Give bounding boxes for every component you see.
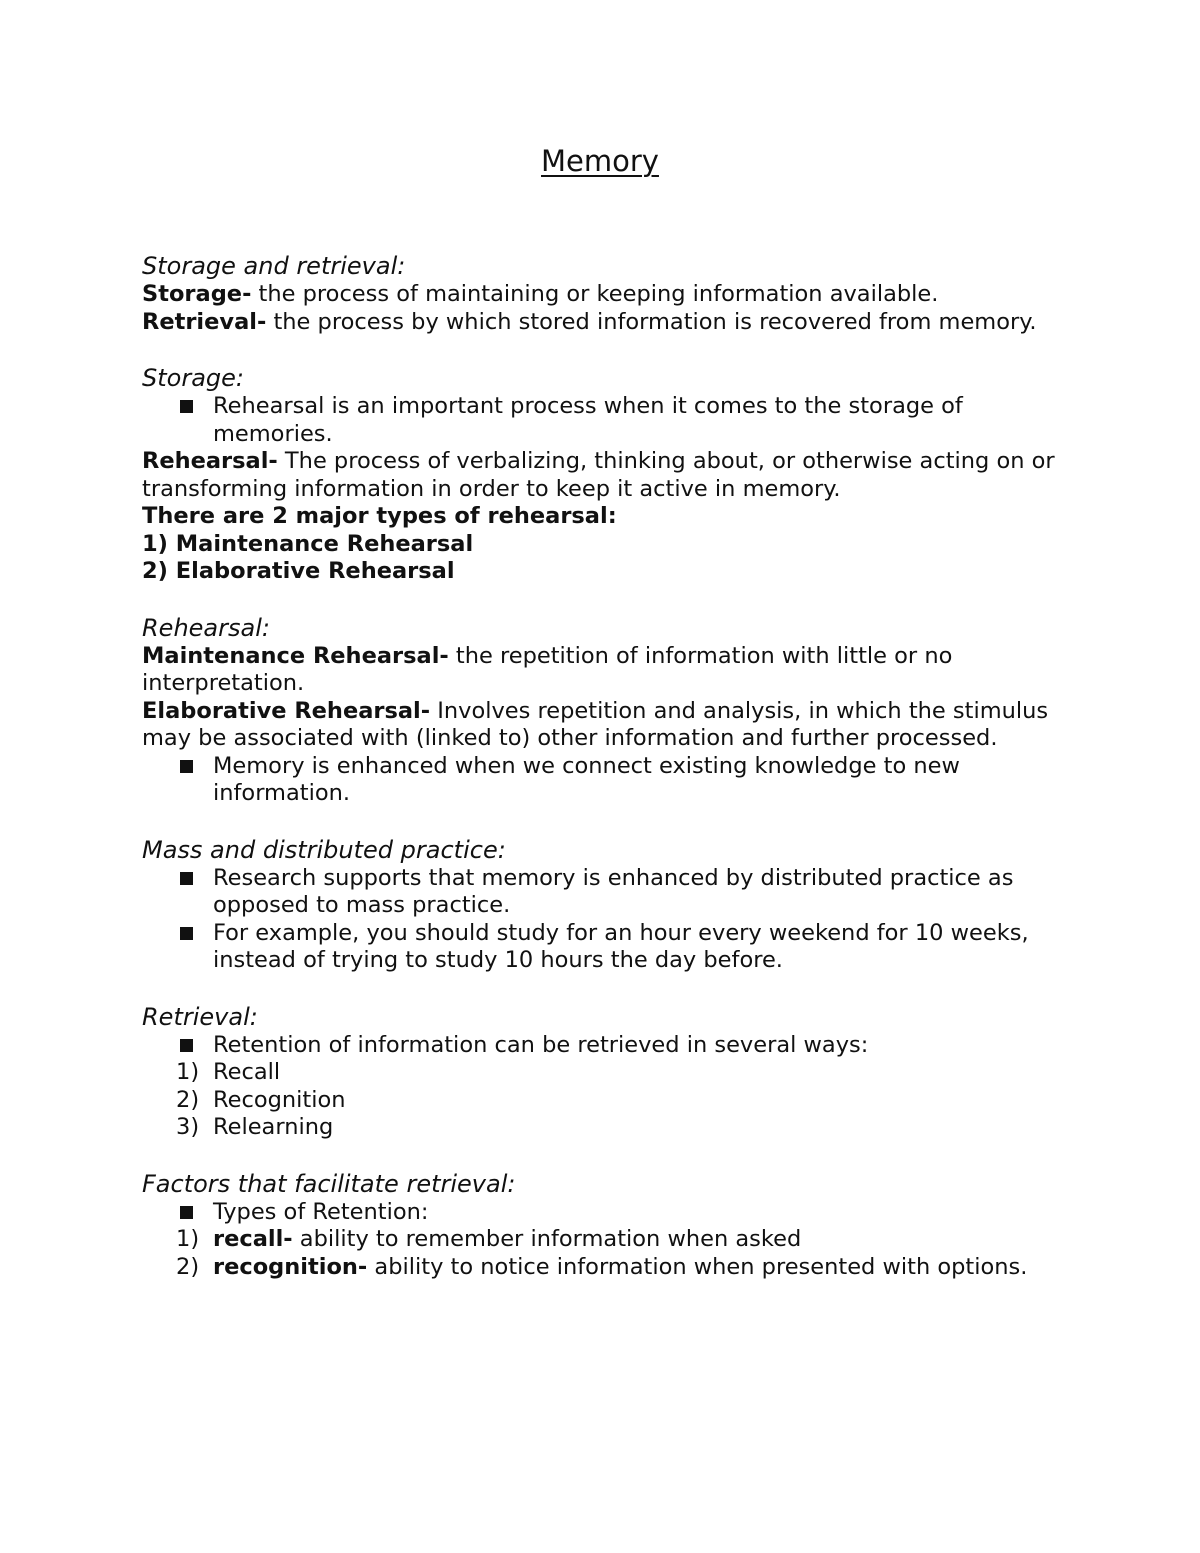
square-bullet-icon: [180, 927, 193, 940]
term-elaborative-rehearsal: Elaborative Rehearsal-: [142, 697, 431, 724]
bullet-item: [142, 753, 1072, 808]
bullet-text: Memory is enhanced when we connect existing knowledge to new information.: [213, 752, 960, 806]
item-number: 3): [176, 1114, 200, 1140]
numbered-item: [142, 1226, 1072, 1254]
term-retrieval: Retrieval-: [142, 308, 267, 335]
definition-rehearsal: [142, 448, 1072, 503]
term-maintenance-rehearsal: Maintenance Rehearsal-: [142, 642, 449, 669]
section-heading-storage: Storage:: [142, 364, 244, 392]
definition-storage: [142, 281, 1072, 309]
bullet-item: [142, 1032, 1072, 1060]
square-bullet-icon: [180, 1039, 193, 1052]
term-rehearsal: Rehearsal-: [142, 448, 278, 474]
item-number: 2): [176, 1086, 200, 1113]
definition-text: ability to remember information when asked: [292, 1226, 802, 1252]
square-bullet-icon: [180, 872, 193, 885]
definition-text: the process by which stored information is recovered from memory.: [266, 308, 1037, 335]
section-heading-rehearsal: Rehearsal:: [142, 613, 270, 642]
bullet-text: Retention of information can be retrieved in several ways:: [213, 1031, 869, 1058]
item-text: Relearning: [213, 1114, 334, 1140]
item-text: Recognition: [213, 1086, 346, 1113]
square-bullet-icon: [180, 760, 193, 773]
bullet-item: [142, 393, 1072, 448]
definition-maintenance-rehearsal: [142, 643, 1072, 698]
term-storage: Storage-: [142, 281, 252, 307]
term-recognition: recognition-: [213, 1253, 368, 1280]
bullet-text: Rehearsal is an important process when it comes to the storage of memories.: [213, 393, 963, 447]
definition-retrieval: [142, 309, 1072, 337]
definition-elaborative-rehearsal: [142, 698, 1072, 753]
rehearsal-types-intro: There are 2 major types of rehearsal:: [142, 503, 617, 529]
bullet-item: [142, 1199, 1072, 1227]
bullet-text: For example, you should study for an hour every weekend for 10 weeks, instead of trying to study 10 hours the day before.: [213, 919, 1029, 973]
section-heading-retrieval: Retrieval:: [142, 1002, 258, 1031]
rehearsal-type-1: 1) Maintenance Rehearsal: [142, 530, 474, 557]
numbered-item: [142, 1059, 1072, 1087]
numbered-item: [142, 1254, 1072, 1282]
definition-text: ability to notice information when presented with options.: [367, 1253, 1028, 1280]
definition-text: the repetition of information with little or no interpretation.: [142, 642, 953, 696]
bullet-item: [142, 920, 1072, 975]
rehearsal-type-2: 2) Elaborative Rehearsal: [142, 558, 455, 584]
term-recall: recall-: [213, 1226, 293, 1252]
document-title: Memory: [541, 144, 659, 178]
item-number: 1): [176, 1226, 200, 1252]
numbered-item: [142, 1114, 1072, 1142]
definition-text: the process of maintaining or keeping information available.: [251, 281, 939, 307]
bullet-text: Types of Retention:: [213, 1198, 429, 1225]
section-heading-storage-and-retrieval: Storage and retrieval:: [142, 252, 406, 280]
item-text: Recall: [213, 1059, 281, 1085]
bullet-text: Research supports that memory is enhanced by distributed practice as opposed to mass practice.: [213, 864, 1014, 918]
document-body: [142, 251, 1072, 1281]
section-heading-factors-that-facilitate-retrieval: Factors that facilitate retrieval:: [142, 1169, 516, 1198]
numbered-item: [142, 1087, 1072, 1115]
section-heading-mass-and-distributed-practice: Mass and distributed practice:: [142, 835, 506, 864]
definition-text: Involves repetition and analysis, in which the stimulus may be associated with (linked to) other information and further processed.: [142, 697, 1049, 751]
definition-text: The process of verbalizing, thinking about, or otherwise acting on or transforming information in order to keep it active in memory.: [142, 448, 1055, 502]
bullet-item: [142, 865, 1072, 920]
square-bullet-icon: [180, 1206, 193, 1219]
item-number: 2): [176, 1253, 200, 1280]
item-number: 1): [176, 1059, 200, 1085]
square-bullet-icon: [180, 400, 193, 413]
